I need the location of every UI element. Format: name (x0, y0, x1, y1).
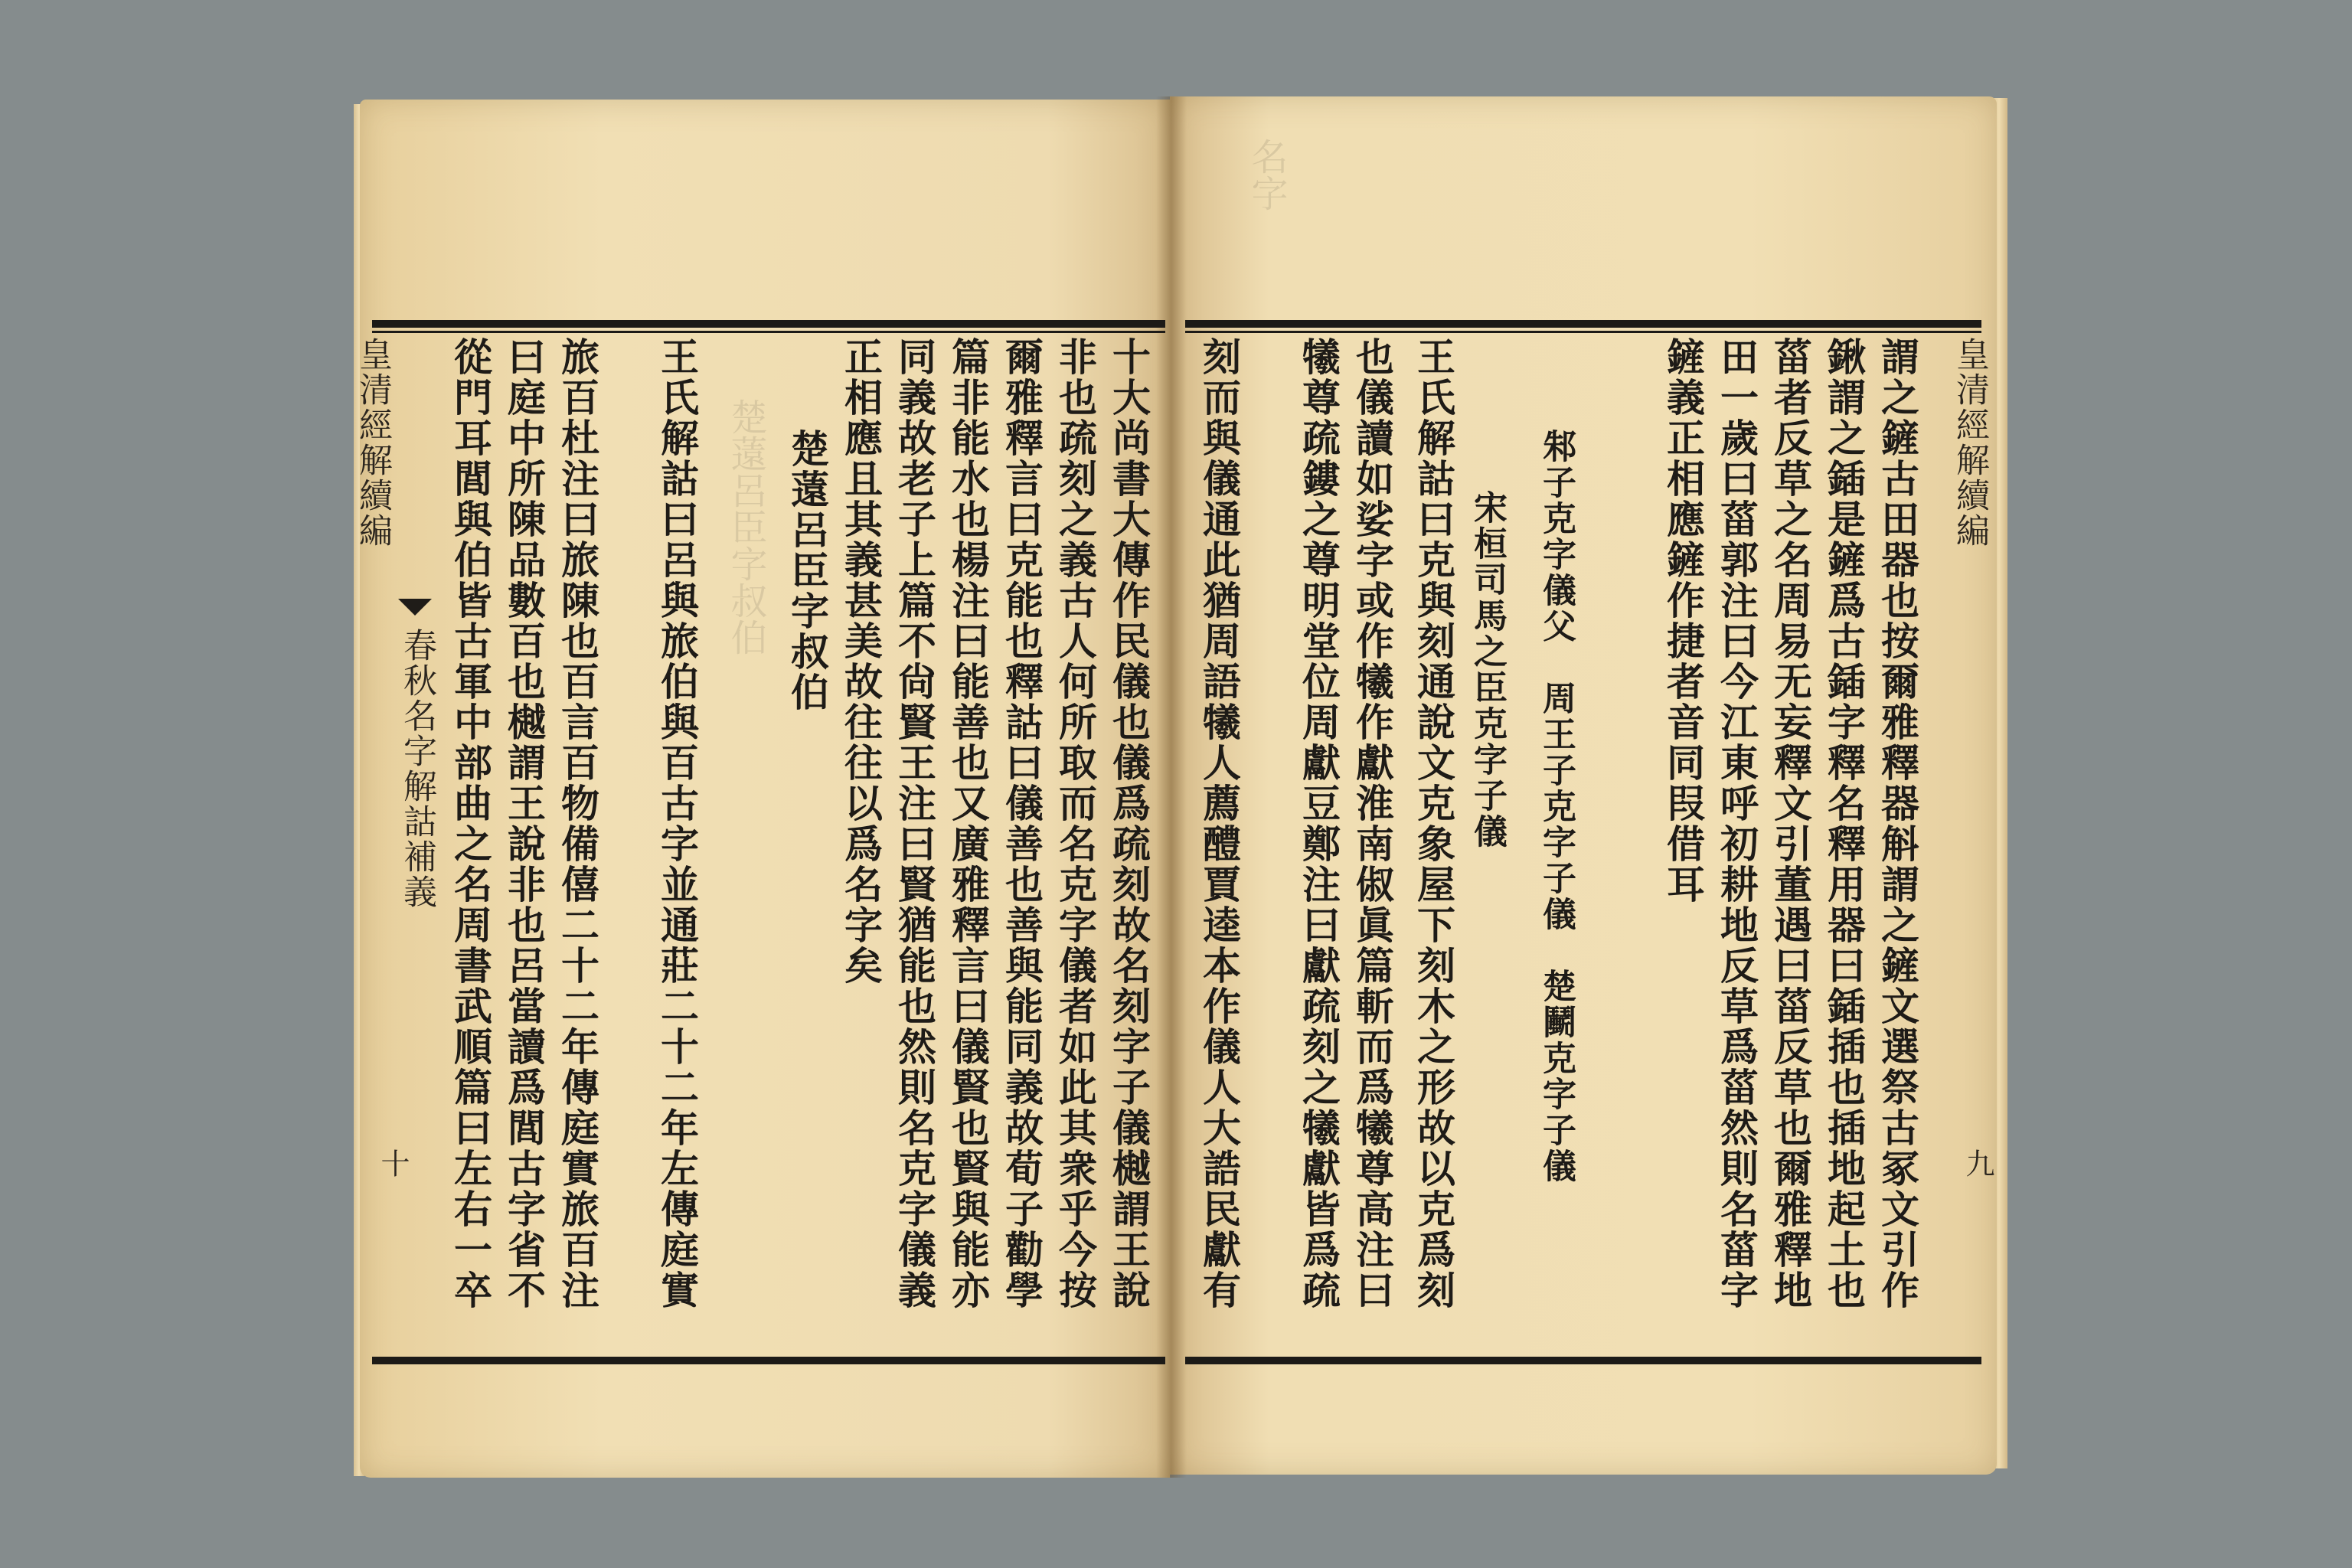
left-bottom-rule (372, 1357, 1165, 1364)
left-col-11: 從門耳閭與伯皆古軍中部曲之名周書武順篇曰左右一卒 (448, 337, 493, 1311)
left-col-8: 王氏解詁曰呂與旅伯與百古字並通莊二十二年左傳庭實 (655, 337, 700, 1311)
right-col-1: 謂之鏟古田器也按爾雅釋器斛謂之鏟文選祭古冢文引作 (1875, 337, 1920, 1311)
left-col-5: 同義故老子上篇不尙賢王注曰賢猶能也然則名克字儀義 (892, 337, 937, 1311)
left-col-6: 正相應且其義甚美故往往以爲名字矣 (838, 337, 884, 986)
left-top-inner-rule (372, 331, 1165, 333)
left-col-10: 曰庭中所陳品數百也樾謂王說非也呂當讀爲閭古字省不 (501, 337, 547, 1311)
right-margin-title: 皇清經解續編 (1950, 337, 1989, 548)
left-leaf-number: 十 (376, 1148, 410, 1178)
show-through-text: 名字 (1245, 138, 1288, 211)
left-col-9: 旅百杜注曰旅陳也百言百物備僖二十二年傳庭實旅百注 (555, 337, 600, 1311)
binding-gutter (1156, 96, 1187, 1478)
right-leaf-number: 九 (1961, 1148, 1994, 1178)
right-col-11: 刻而與儀通此猶周語犧人薦醴賈逵本作儀人大誥民獻有 (1197, 337, 1242, 1311)
left-col-4: 篇非能水也楊注曰能善也又廣雅釋言曰儀賢也賢與能亦 (946, 337, 991, 1311)
right-col-5: 鏟義正相應鏟作捷者音同叚借耳 (1661, 337, 1706, 905)
left-col-2: 非也疏刻之義古人何所取而名克字儀者如此其衆乎今按 (1053, 337, 1098, 1311)
right-col-7-heading: 宋桓司馬之臣克字子儀 (1468, 490, 1507, 850)
right-col-9: 也儀讀如娑字或作犧作獻淮南俶眞篇斬而爲犧尊高注曰 (1350, 337, 1395, 1311)
left-col-3: 爾雅釋言曰克能也釋詁曰儀善也善與能同義故荀子勸學 (999, 337, 1044, 1311)
fish-tail-mark (398, 599, 432, 616)
left-col-1: 十大尚書大傳作民儀也儀爲疏刻故名刻字子儀樾謂王說 (1106, 337, 1152, 1311)
left-top-rule (372, 320, 1165, 328)
left-margin-title: 皇清經解續編 (353, 337, 392, 548)
left-margin-subtitle: 春秋名字解詁補義 (397, 628, 436, 910)
show-through-text: 楚薳呂臣字叔伯 (724, 398, 767, 655)
right-col-4: 田一歲曰菑郭注曰今江東呼初耕地反草爲菑然則名菑字 (1714, 337, 1759, 1311)
right-top-rule (1185, 320, 1981, 328)
right-col-10: 犧尊疏鏤之尊明堂位周獻豆鄭注曰獻疏刻之犧獻皆爲疏 (1296, 337, 1341, 1311)
right-bottom-rule (1185, 1357, 1981, 1364)
right-col-3: 菑者反草之名周易无妄釋文引董遇曰菑反草也爾雅釋地 (1768, 337, 1813, 1311)
right-col-8: 王氏解詁曰克與刻通說文克象屋下刻木之形故以克爲刻 (1411, 337, 1456, 1311)
left-col-7-heading: 楚薳呂臣字叔伯 (785, 429, 830, 713)
right-col-6-heading: 邾子克字儀父 周王子克字子儀 楚鬭克字子儀 (1537, 429, 1576, 1184)
right-col-2: 鍬謂之鍤是鏟爲古鍤字釋名釋用器曰鍤插也插地起土也 (1821, 337, 1867, 1311)
right-top-inner-rule (1185, 331, 1981, 333)
